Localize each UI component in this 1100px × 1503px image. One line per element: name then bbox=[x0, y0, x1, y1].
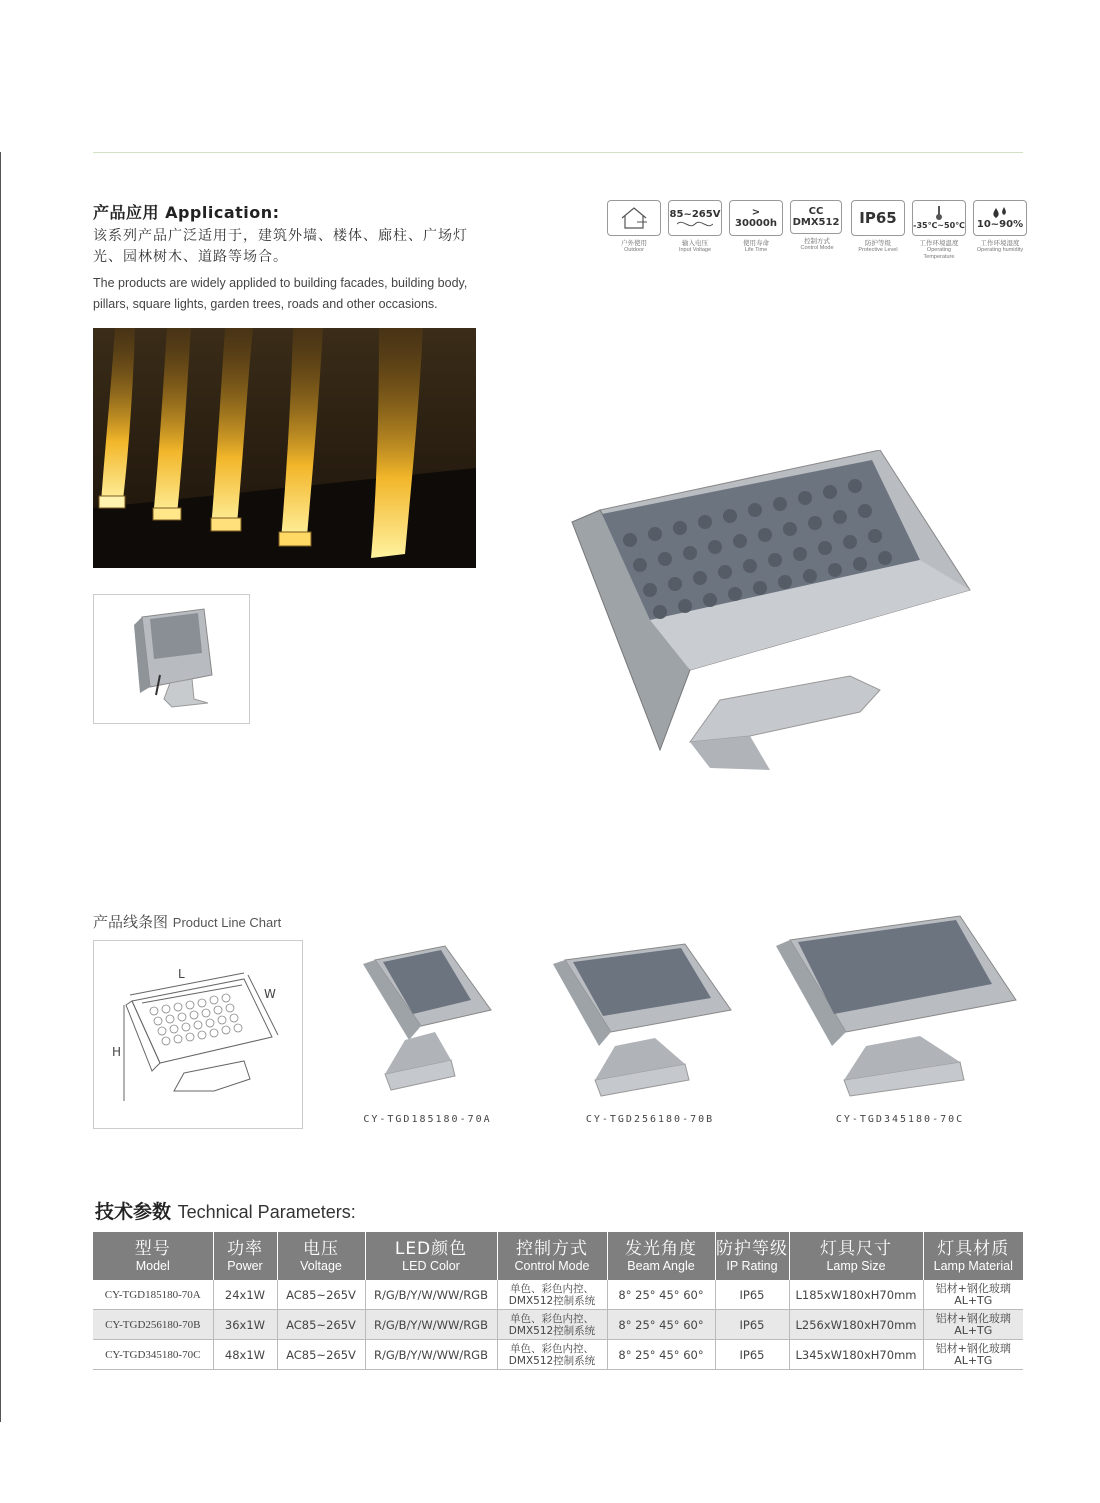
cell-model: CY-TGD185180-70A bbox=[93, 1280, 213, 1310]
cell-voltage: AC85~265V bbox=[277, 1280, 365, 1310]
spec-value: IP65 bbox=[859, 208, 897, 227]
cell-control-mode: 单色、彩色内控、 DMX512控制系统 bbox=[497, 1310, 607, 1340]
spec-label-en: Life Time bbox=[744, 247, 768, 253]
model-label-70a: CY-TGD185180-70A bbox=[363, 1114, 492, 1125]
cell-lamp-material: 铝材+钢化玻璃 AL+TG bbox=[923, 1310, 1023, 1340]
spec-label-cn: 工作环境温度 bbox=[919, 239, 959, 247]
header-divider bbox=[93, 152, 1023, 153]
application-photo bbox=[93, 328, 476, 568]
spec-label-cn: 输入电压 bbox=[682, 239, 708, 247]
cell-led-color: R/G/B/Y/W/WW/RGB bbox=[365, 1280, 497, 1310]
spec-label-en: Input Voltage bbox=[678, 247, 712, 253]
spec-outdoor bbox=[607, 200, 661, 254]
cell-control-mode: 单色、彩色内控、 DMX512控制系统 bbox=[497, 1280, 607, 1310]
product-line-title-en: Product Line Chart bbox=[172, 915, 282, 930]
cell-control-mode: 单色、彩色内控、 DMX512控制系统 bbox=[497, 1340, 607, 1370]
product-line-title bbox=[93, 911, 281, 932]
header-beam-angle: 发光角度 Beam Angle bbox=[607, 1232, 715, 1280]
spec-value: 85~265V bbox=[669, 208, 721, 220]
header-model: 型号 Model bbox=[93, 1232, 213, 1280]
cell-voltage: AC85~265V bbox=[277, 1340, 365, 1370]
spec-label-en: Outdoor bbox=[624, 247, 644, 253]
header-control-mode: 控制方式 Control Mode bbox=[497, 1232, 607, 1280]
spec-label-cn: 防护等级 bbox=[865, 239, 891, 247]
product-image-70b bbox=[545, 940, 735, 1105]
line-drawing-diagram bbox=[93, 940, 303, 1129]
cell-power: 36x1W bbox=[213, 1310, 277, 1340]
application-description-en: The products are widely applided to building facades, building body, pillars, square lights, garden trees, roads and other occasions. bbox=[93, 276, 468, 311]
cell-lamp-size: L256xW180xH70mm bbox=[789, 1310, 923, 1340]
application-description-cn: 该系列产品广泛适用于，建筑外墙、楼体、廊柱、广场灯光、园林树木、道路等场合。 bbox=[93, 228, 468, 265]
table-row bbox=[93, 1340, 1023, 1370]
cell-model: CY-TGD256180-70B bbox=[93, 1310, 213, 1340]
application-title: 产品应用 Application: bbox=[93, 203, 280, 222]
spec-label-cn: 控制方式 bbox=[804, 237, 830, 245]
spec-icon-row bbox=[607, 200, 1027, 260]
table-header-row bbox=[93, 1232, 1023, 1280]
cell-power: 24x1W bbox=[213, 1280, 277, 1310]
dimension-height-label: H bbox=[112, 1045, 122, 1059]
product-hero-image bbox=[560, 450, 980, 780]
cell-ip-rating: IP65 bbox=[715, 1340, 789, 1370]
spec-value: CC DMX512 bbox=[792, 206, 840, 228]
header-lamp-size: 灯具尺寸 Lamp Size bbox=[789, 1232, 923, 1280]
cell-power: 48x1W bbox=[213, 1340, 277, 1370]
house-outdoor-icon bbox=[607, 200, 661, 236]
product-line-title-cn: 产品线条图 bbox=[93, 913, 169, 931]
header-lamp-material: 灯具材质 Lamp Material bbox=[923, 1232, 1023, 1280]
spec-control bbox=[790, 200, 844, 252]
cell-ip-rating: IP65 bbox=[715, 1310, 789, 1340]
cell-beam-angle: 8° 25° 45° 60° bbox=[607, 1280, 715, 1310]
spec-value: 10~90% bbox=[976, 218, 1024, 230]
model-label-70b: CY-TGD256180-70B bbox=[585, 1114, 715, 1125]
spec-label-cn: 户外使用 bbox=[621, 239, 647, 247]
cell-beam-angle: 8° 25° 45° 60° bbox=[607, 1310, 715, 1340]
spec-lifetime bbox=[729, 200, 783, 254]
control-mode-icon bbox=[790, 200, 842, 234]
cell-voltage: AC85~265V bbox=[277, 1310, 365, 1340]
spec-voltage bbox=[668, 200, 722, 254]
model-label-70c: CY-TGD345180-70C bbox=[835, 1114, 965, 1125]
spec-value: -35℃~50℃ bbox=[913, 220, 965, 230]
dimension-width-label: W bbox=[264, 987, 276, 1001]
life-time-icon bbox=[729, 200, 783, 236]
product-thumbnail bbox=[93, 594, 250, 724]
spec-label-en: Control Mode bbox=[800, 245, 834, 251]
spec-label-en: Protective Level bbox=[858, 247, 898, 253]
product-image-70a bbox=[355, 940, 500, 1105]
cell-lamp-size: L185xW180xH70mm bbox=[789, 1280, 923, 1310]
header-led-color: LED颜色 LED Color bbox=[365, 1232, 497, 1280]
header-ip-rating: 防护等级 IP Rating bbox=[715, 1232, 789, 1280]
spec-label-cn: 使用寿命 bbox=[743, 239, 769, 247]
ip-rating-icon bbox=[851, 200, 905, 236]
cell-ip-rating: IP65 bbox=[715, 1280, 789, 1310]
table-row bbox=[93, 1280, 1023, 1310]
thermometer-icon bbox=[912, 200, 966, 236]
spec-label-cn: 工作环境湿度 bbox=[980, 239, 1020, 247]
humidity-drops-icon bbox=[973, 200, 1027, 236]
page-edge-rule bbox=[0, 152, 1, 1422]
spec-ip bbox=[851, 200, 905, 254]
spec-humidity bbox=[973, 200, 1027, 254]
table-row bbox=[93, 1310, 1023, 1340]
tech-params-title-cn: 技术参数 bbox=[95, 1201, 172, 1223]
cell-lamp-material: 铝材+钢化玻璃 AL+TG bbox=[923, 1280, 1023, 1310]
voltage-wave-icon bbox=[668, 200, 722, 236]
cell-lamp-material: 铝材+钢化玻璃 AL+TG bbox=[923, 1340, 1023, 1370]
header-voltage: 电压 Voltage bbox=[277, 1232, 365, 1280]
dimension-length-label: L bbox=[178, 967, 185, 981]
header-power: 功率 Power bbox=[213, 1232, 277, 1280]
cell-led-color: R/G/B/Y/W/WW/RGB bbox=[365, 1340, 497, 1370]
product-image-70c bbox=[770, 910, 1020, 1105]
spec-label-en: Operating Temperature bbox=[923, 247, 955, 260]
cell-model: CY-TGD345180-70C bbox=[93, 1340, 213, 1370]
cell-beam-angle: 8° 25° 45° 60° bbox=[607, 1340, 715, 1370]
spec-label-en: Operating humidity bbox=[976, 247, 1024, 253]
spec-temperature bbox=[912, 200, 966, 261]
tech-params-table bbox=[93, 1232, 1023, 1370]
cell-led-color: R/G/B/Y/W/WW/RGB bbox=[365, 1310, 497, 1340]
tech-params-title bbox=[95, 1197, 356, 1224]
cell-lamp-size: L345xW180xH70mm bbox=[789, 1340, 923, 1370]
spec-value: > 30000h bbox=[735, 207, 777, 229]
tech-params-title-en: Technical Parameters: bbox=[177, 1202, 356, 1222]
